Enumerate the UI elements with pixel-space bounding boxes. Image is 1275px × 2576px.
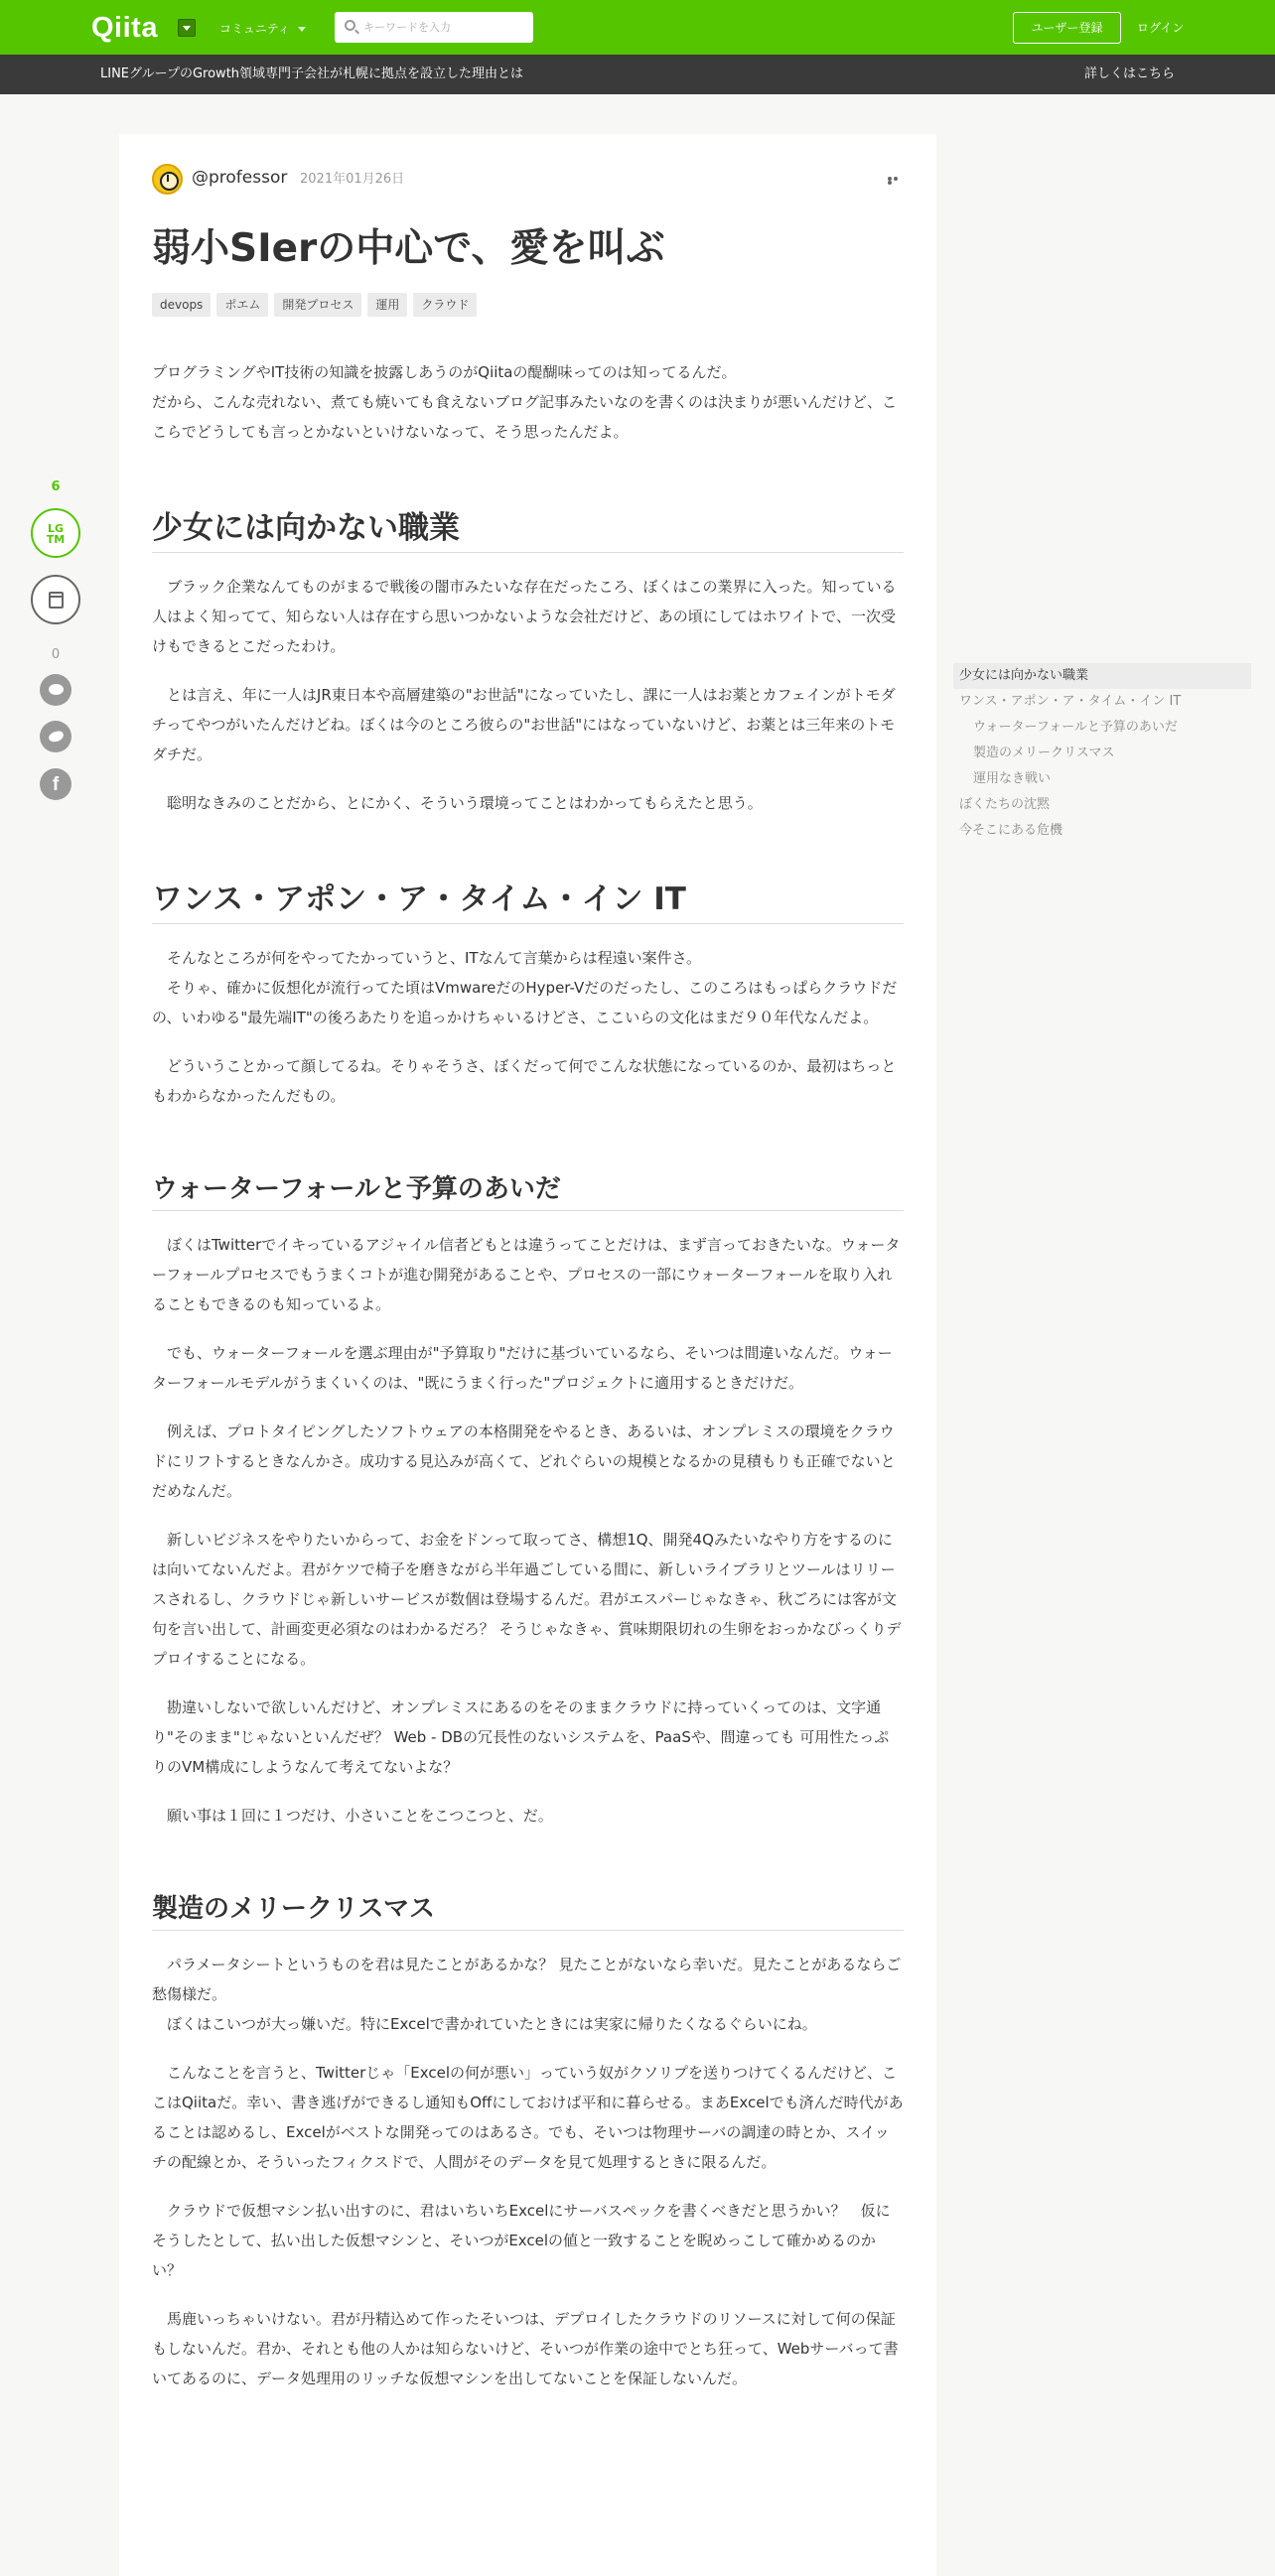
paragraph: ブラック企業なんてものがまるで戦後の闇市みたいな存在だったころ、ぼくはこの業界に入った。知っている人はよく知ってて、知らない人は存在すら思いつかないような会社だけど、あの頃にしてはホワイトで、一次受けもできるとこだったわけ。 bbox=[152, 578, 897, 655]
section-heading: ワンス・アポン・ア・タイム・イン IT bbox=[152, 878, 904, 924]
stock-icon bbox=[49, 592, 64, 609]
paragraph: 聡明なきみのことだから、とにかく、そういう環境ってことはわかってもらえたと思う。 bbox=[152, 794, 763, 812]
article-title: 弱小SIerの中心で、愛を叫ぶ bbox=[152, 226, 665, 271]
tag[interactable]: devops bbox=[152, 293, 211, 317]
comment-icon[interactable] bbox=[40, 674, 71, 706]
search-icon bbox=[345, 20, 355, 31]
lgtm-label-bottom: TM bbox=[46, 533, 66, 546]
twitter-share-icon[interactable] bbox=[40, 721, 71, 752]
paragraph: こんなことを言うと、Twitterじゃ「Excelの何が悪い」っていう奴がクソリプを送りつけてくるんだけど、ここはQiitaだ。幸い、書き逃げができるし通知もOffにしておけば平和に暮らせる。まあExcelでも済んだ時代があることは認めるし、Excelがベストな開発ってのはあるさ。でも、そいつは物理サーバの調達の時とか、スイッチの配線とか、そういったフィクスドで、人間がそのデータを見て処理するときに限るんだ。 bbox=[152, 2064, 904, 2171]
paragraph: プログラミングやIT技術の知識を披露しあうのがQiitaの醍醐味ってのは知ってるんだ。 だから、こんな売れない、煮ても焼いても食えないブログ記事みたいなのを書くのは決まりが悪いんだけど、ここらでどうしても言っとかないといけないなって、そう思ったんだよ。 bbox=[152, 363, 898, 441]
tag[interactable]: 運用 bbox=[367, 293, 407, 317]
article-card bbox=[119, 134, 936, 2576]
banner-text[interactable]: LINEグループのGrowth領域専門子会社が札幌に拠点を設立した理由とは bbox=[100, 67, 524, 81]
author-name[interactable]: @professor bbox=[192, 168, 288, 188]
login-link[interactable]: ログイン bbox=[1137, 21, 1185, 35]
paragraph: パラメータシートというものを君は見たことがあるかな？ 見たことがないなら幸いだ。見たことがあるならご愁傷様だ。 ぼくはこいつが大っ嫌いだ。特にExcelで書かれていたときには実家に帰りたくなるぐらいにね。 bbox=[152, 1956, 902, 2033]
global-header bbox=[0, 0, 1275, 55]
toc-item[interactable]: ぼくたちの沈黙 bbox=[959, 797, 1051, 812]
paragraph: でも、ウォーターフォールを選ぶ理由が"予算取り"だけに基づいているなら、そいつは間違いなんだ。ウォーターフォールモデルがうまくいくのは、"既にうまく行った"プロジェクトに適用するときだけだ。 bbox=[152, 1344, 893, 1392]
announcement-banner bbox=[0, 55, 1275, 94]
publish-date: 2021年01月26日 bbox=[300, 172, 405, 187]
table-of-contents bbox=[953, 663, 1251, 844]
chevron-down-icon[interactable] bbox=[298, 27, 306, 32]
paragraph: とは言え、年に一人はJR東日本や高層建築の"お世話"になっていたし、課に一人はお薬とカフェインがトモダチってやつがいたんだけどね。ぼくは今のところ彼らの"お世話"にはなっていないけど、お薬とは三年来のトモダチだ。 bbox=[152, 686, 896, 763]
paragraph: 勘違いしないで欲しいんだけど、オンプレミスにあるのをそのままクラウドに持っていくってのは、文字通り"そのまま"じゃないといんだぜ？ Web - DBの冗長性のないシステムを、PaaSや、間違っても 可用性たっぷりのVM構成にしようなんて考えてないよな？ bbox=[152, 1698, 890, 1776]
section-heading: ウォーターフォールと予算のあいだ bbox=[152, 1170, 904, 1211]
toc-item[interactable]: ワンス・アポン・ア・タイム・イン IT bbox=[959, 694, 1182, 709]
lgtm-button[interactable] bbox=[31, 508, 80, 558]
qiita-logo[interactable]: Qiita bbox=[91, 12, 158, 44]
stock-button[interactable] bbox=[31, 575, 80, 624]
banner-details-link[interactable]: 詳しくはこちら bbox=[1084, 67, 1176, 81]
paragraph: 馬鹿いっちゃいけない。君が丹精込めて作ったそいつは、デプロイしたクラウドのリソースに対して何の保証もしないんだ。君か、それとも他の人かは知らないけど、そいつが作業の途中でとち狂って、Webサーバって書いてあるのに、データ処理用のリッチな仮想マシンを出してないことを保証しないんだ。 bbox=[152, 2310, 899, 2387]
lgtm-count: 6 bbox=[51, 479, 61, 494]
more-options-icon[interactable] bbox=[888, 177, 904, 181]
facebook-share-icon[interactable]: f bbox=[40, 768, 71, 800]
section-heading: 製造のメリークリスマス bbox=[152, 1890, 904, 1931]
service-menu-icon[interactable] bbox=[178, 19, 196, 37]
toc-item[interactable]: 運用なき戦い bbox=[973, 771, 1052, 786]
paragraph: 新しいビジネスをやりたいからって、お金をドンって取ってさ、構想1Q、開発4Qみたいなやり方をするのには向いてないんだよ。君がケツで椅子を磨きながら半年過ごしている間に、新しいライブラリとツールはリリースされるし、クラウドじゃ新しいサービスが数個は登場するんだ。君がエスパーじゃなきゃ、秋ごろには客が文句を言い出して、計画変更必須なのはわかるだろ？ そうじゃなきゃ、賞味期限切れの生卵をおっかなびっくりデプロイすることになる。 bbox=[152, 1531, 902, 1668]
paragraph: そんなところが何をやってたかっていうと、ITなんて言葉からは程遠い案件さ。 そりゃ、確かに仮想化が流行ってた頃はVmwareだのHyper-Vだのだったし、このころはもっぱらクラウドだの、いわゆる"最先端IT"の後ろあたりを追っかけちゃいるけどさ、ここいらの文化はまだ９０年代なんだよ。 bbox=[152, 949, 898, 1026]
avatar[interactable] bbox=[152, 164, 183, 195]
paragraph: 願い事は１回に１つだけ、小さいことをこつこつと、だ。 bbox=[152, 1807, 553, 1825]
toc-item[interactable]: 少女には向かない職業 bbox=[953, 663, 1251, 689]
community-menu[interactable]: コミュニティ bbox=[219, 22, 290, 36]
tag[interactable]: クラウド bbox=[413, 293, 477, 317]
section-heading: 少女には向かない職業 bbox=[152, 506, 904, 553]
comment-count: 0 bbox=[51, 647, 61, 662]
article-body bbox=[152, 357, 904, 2393]
paragraph: 例えば、プロトタイピングしたソフトウェアの本格開発をやるとき、あるいは、オンプレミスの環境をクラウドにリフトするときなんかさ。成功する見込みが高くて、どれぐらいの規模となるかの見積もりも正確でないとだめなんだ。 bbox=[152, 1423, 896, 1500]
tag[interactable]: ポエム bbox=[216, 293, 268, 317]
toc-item[interactable]: 製造のメリークリスマス bbox=[973, 746, 1115, 760]
search-input[interactable] bbox=[363, 16, 526, 38]
tag[interactable]: 開発プロセス bbox=[274, 293, 361, 317]
tag-list bbox=[152, 293, 483, 319]
paragraph: ぼくはTwitterでイキっているアジャイル信者どもとは違うってことだけは、まず言っておきたいな。ウォーターフォールプロセスでもうまくコトが進む開発があることや、プロセスの一部にウォーターフォールを取り入れることもできるのも知っているよ。 bbox=[152, 1236, 901, 1313]
signup-button[interactable]: ユーザー登録 bbox=[1013, 12, 1121, 44]
paragraph: どういうことかって顔してるね。そりゃそうさ、ぼくだって何でこんな状態になっているのか、最初はちっともわからなかったんだもの。 bbox=[152, 1057, 897, 1105]
lgtm-label-top: LG bbox=[47, 522, 65, 535]
toc-item[interactable]: 今そこにある危機 bbox=[959, 823, 1063, 838]
toc-item[interactable]: ウォーターフォールと予算のあいだ bbox=[973, 720, 1178, 735]
paragraph: クラウドで仮想マシン払い出すのに、君はいちいちExcelにサーバスペックを書くべきだと思うかい？ 仮にそうしたとして、払い出した仮想マシンと、そいつがExcelの値と一致することを睨めっこして確かめるのかい？ bbox=[152, 2202, 891, 2279]
